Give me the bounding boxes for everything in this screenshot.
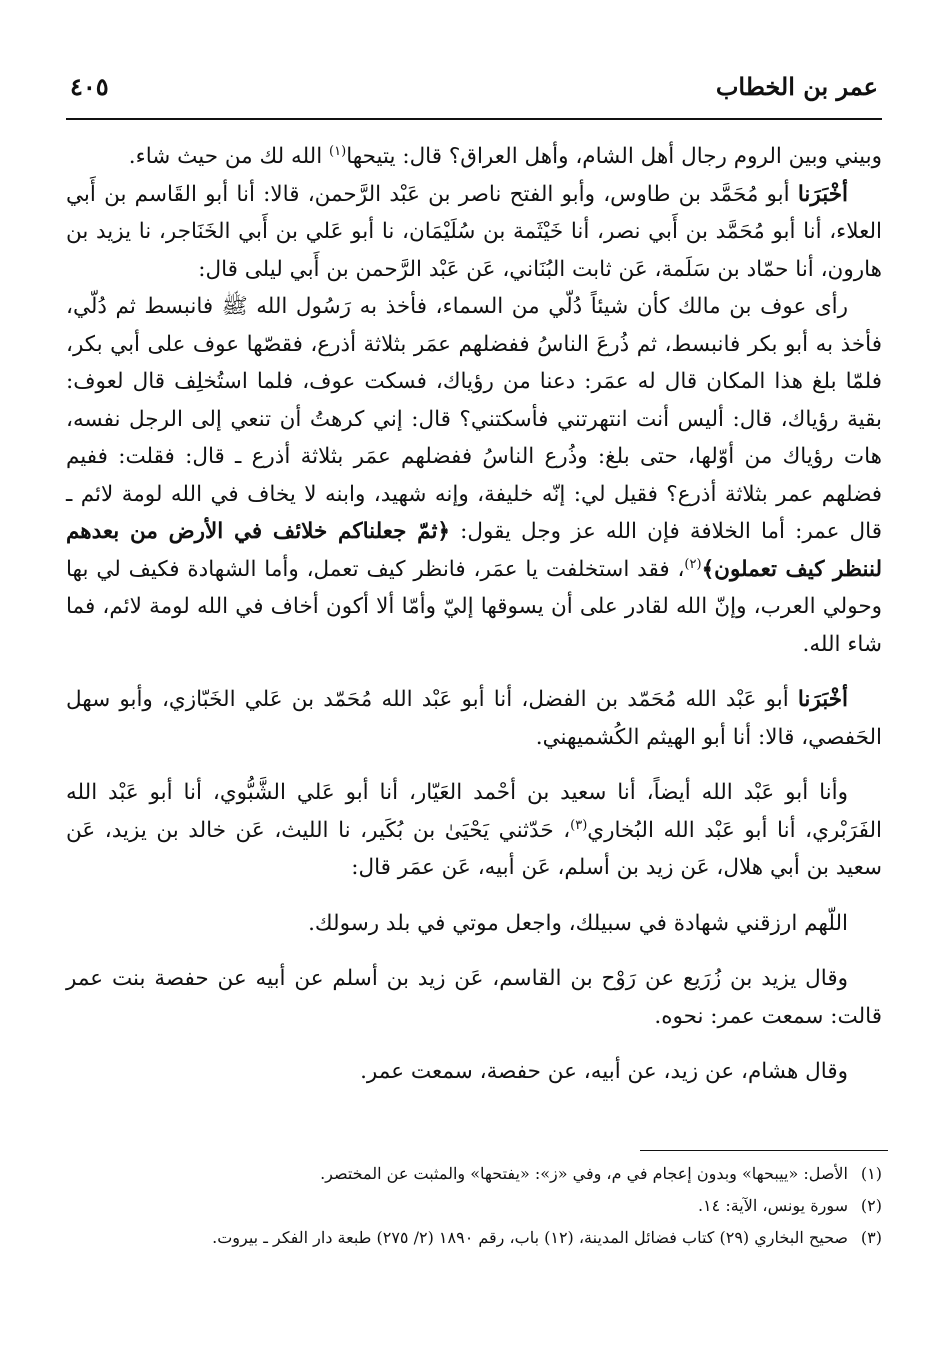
paragraph-text: وأنا أبو عَبْد الله أيضاً، أنا سعيد بن أحْمد العَيّار، أنا أبو عَلي الشَّبُّوي، أنا أبو عَبْد الله الفَرَبْري، أنا أبو عَبْد الله البُخاري (66, 780, 883, 843)
footnote-ref: (٢) (684, 556, 702, 572)
footnote-number: (١) (860, 1164, 882, 1183)
paragraph-text: وقال يزيد بن زُرَيع عن رَوْح بن القاسم، عَن زيد بن أسلم عن أبيه عن حفصة بنت عمر قالت: سمعت عمر: نحوه. (66, 966, 882, 1029)
footnote-text: صحيح البخاري (٢٩) كتاب فضائل المدينة، (١٢) باب، رقم ١٨٩٠ (٢/ ٢٧٥) طبعة دار الفكر ـ بيروت. (212, 1228, 848, 1247)
footnote-text: سورة يونس، الآية: ١٤. (697, 1196, 848, 1215)
footnotes (66, 1158, 882, 1254)
paragraph-text: أبو مُحَمَّد بن طاوس، وأبو الفتح ناصر بن عَبْد الرَّحمن، قالا: أنا أبو القَاسم بن أَبي العلاء، أنا أبو مُحَمَّد بن أَبي نصر، أنا خَيْثَمة بن سُلَيْمَان، نا أبو عَلي بن أَبي الخَنَاجر، نا يزيد بن هارون، أنا حمّاد بن سَلَمة، عَن ثابت البُنَاني، عَن عَبْد الرَّحمن بن أَبي ليلى قال: (66, 181, 882, 282)
footnote-ref: (١) (329, 143, 347, 159)
paragraph-text: رأى عوف بن مالك كأن شيئاً دُلّي من السماء، فأخذ به رَسُول الله ﷺ فانبسط ثم دُلّي، فأخذ به أبو بكر فانبسط، ثم ذُرعَ الناسُ ففضلهم عمَر بثلاثة أذرع، فقصّها عوف على أبي بكر، فلمّا بلغ هذا المكان قال له عمَر: دعنا من رؤياك، فسكت عوف، فلما استُخلِف قال لعوف: بقية رؤياك، قال: أليس أنت انتهرتني فأسكتني؟ قال: إني كرهتُ أن تنعي إلى الرجل نفسه، هات رؤياك من أوّلها، حتى بلغ: وذُرع الناسُ ففضلهم عمَر بثلاثة أذرع ـ قال: فقلت: ففيم فضلهم عمر بثلاثة أذرع؟ فقيل لي: إنّه خليفة، وإنه شهيد، وابنه لا يخاف في الله لومة لائم ـ قال عمر: أما الخلافة فإن الله عز وجل يقول: (66, 294, 882, 544)
running-title: عمر بن الخطاب (715, 72, 878, 101)
paragraph-text: ، فقد استخلفت يا عمَر، فانظر كيف تعمل، وأما الشهادة فكيف لي بها وحولي العرب، وإنّ الله لقادر على أن يسوقها إليّ وأمّا ألا أكون أخاف في الله لومة لائم، فما شاء الله. (66, 556, 882, 657)
paragraph-3 (66, 681, 882, 756)
footnote-1 (66, 1158, 882, 1190)
footnote-number: (٢) (860, 1196, 882, 1215)
footnote-3 (66, 1222, 882, 1254)
paragraph-text: الله لك من حيث شاء. (128, 144, 330, 169)
paragraph-text: وبيني وبين الروم رجال أهل الشام، وأهل العراق؟ قال: يتيحها (346, 144, 882, 169)
main-text (66, 138, 882, 1091)
footnote-rule (640, 1150, 888, 1151)
header-rule (66, 118, 882, 120)
akhbarana-lead: أخْبَرَنا (797, 181, 848, 207)
paragraph-text: اللّهم ارزقني شهادة في سبيلك، واجعل موتي في بلد رسولك. (308, 910, 848, 936)
footnote-number: (٣) (860, 1228, 882, 1247)
paragraph-6 (66, 960, 882, 1035)
paragraph-1 (66, 176, 882, 289)
quran-verse: ﴿ثمّ جعلناكم خلائف في الأرض من بعدهم لننظر كيف تعملون﴾ (66, 519, 883, 582)
footnote-2 (66, 1190, 882, 1222)
paragraph-text: أبو عَبْد الله مُحَمّد بن الفضل، أنا أبو عَبْد الله مُحَمّد بن عَلي الخَبّازي، وأبو سهل الحَفصي، قالا: أنا أبو الهيثم الكُشميهني. (66, 687, 882, 750)
paragraph-text: وقال هشام، عن زيد، عن أبيه، عن حفصة، سمعت عمر. (360, 1059, 848, 1084)
footnote-text: الأصل: «ييبحها» وبدون إعجام في م، وفي «ز»: «يفتحها» والمثبت عن المختصر. (320, 1164, 848, 1183)
footnote-ref: (٣) (570, 817, 588, 833)
paragraph-2 (66, 288, 882, 663)
paragraph-text: ، حَدّثني يَحْيَىٰ بن بُكَير، نا الليث، عَن خالد بن يزيد، عَن سعيد بن أبي هلال، عَن زيد بن أسلم، عَن أبيه، عَن عمَر قال: (66, 817, 882, 880)
page-header (66, 70, 882, 112)
paragraph-4 (66, 774, 882, 887)
page-number: ٤٠٥ (70, 72, 109, 101)
paragraph-7 (66, 1053, 882, 1091)
akhbarana-lead: أخْبَرَنا (797, 687, 848, 712)
paragraph-5 (66, 905, 882, 943)
paragraph-0 (66, 138, 882, 176)
